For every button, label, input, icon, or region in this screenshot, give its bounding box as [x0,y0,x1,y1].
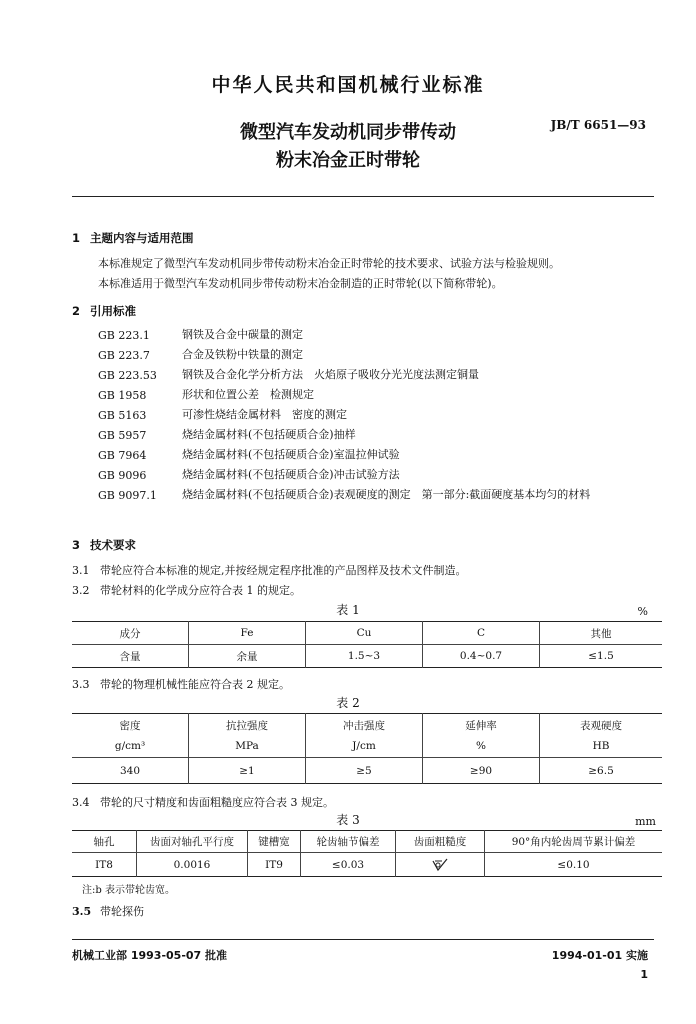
table-cell: 0.0016 [137,853,248,877]
table-row [72,758,662,784]
section1-heading [72,230,194,246]
section-title: 主题内容与适用范围 [90,231,194,245]
table-header-cell: 其他 [540,622,663,645]
table-header-cell: 成分 [119,627,141,640]
ref-title-3: 钢铁及合金化学分析方法 火焰原子吸收分光光度法测定铜量 [182,368,479,381]
table-cell: IT9 [248,853,301,877]
table-header-row [72,714,662,758]
header-name: 抗拉强度 [226,719,268,732]
table-cell: ≥1 [189,758,306,784]
ref-code-5: GB 5163 [98,409,147,422]
org-title: 中华人民共和国机械行业标准 [211,74,485,96]
standard-code: JB/T 6651—93 [550,118,646,132]
effective-date: 1994-01-01 实施 [551,949,648,962]
table-cell: 340 [72,758,189,784]
table-header-cell [72,714,189,758]
clause-3-3 [72,676,290,692]
table-header-cell: Cu [306,622,423,645]
table1 [72,621,662,668]
ref-code-4: GB 1958 [98,389,147,402]
clause-number: 3.4 [72,796,90,809]
table1-caption: 表 1 [336,603,360,617]
header-name: 密度 [119,719,141,732]
footer-divider [72,939,654,940]
section1-paragraph1: 本标准规定了微型汽车发动机同步带传动粉末冶金正时带轮的技术要求、试验方法与检验规则。 [98,257,560,270]
table-cell: 1.5~3 [306,645,423,668]
clause-text: 带轮材料的化学成分应符合表 1 的规定。 [100,584,301,597]
header-unit: J/cm [352,739,376,752]
table-header-row [72,622,662,645]
table-header-cell [306,714,423,758]
table-cell: ≥90 [423,758,540,784]
table3-caption: 表 3 [336,813,360,827]
clause-text: 带轮探伤 [100,905,144,918]
table-header-cell [423,714,540,758]
ref-code-9: GB 9097.1 [98,489,157,502]
table-header-cell: 齿面对轴孔平行度 [137,831,248,853]
ref-code-2: GB 223.7 [98,349,150,362]
table3 [72,830,662,877]
table-header-cell: 键槽宽 [248,831,301,853]
table-header-cell [189,714,306,758]
section-title: 引用标准 [90,304,136,318]
table-cell [396,853,485,877]
section2-heading [72,303,136,319]
clause-3-5 [72,903,144,919]
surface-roughness-icon [432,858,448,872]
table-cell: ≤0.03 [301,853,396,877]
header-unit: g/cm³ [114,739,146,752]
table-cell: 0.4~0.7 [423,645,540,668]
table1-unit: % [637,605,648,618]
header-name: 延伸率 [465,719,497,732]
table-header-cell: Fe [189,622,306,645]
section-number: 3 [72,538,81,552]
table-cell: ≥5 [306,758,423,784]
table2-caption: 表 2 [336,696,360,710]
doc-title-line2: 粉末冶金正时带轮 [276,150,420,171]
ref-title-4: 形状和位置公差 检测规定 [182,388,314,401]
table-header-cell: 齿面粗糙度 [396,831,485,853]
table-cell: 余量 [189,645,306,668]
clause-number: 3.3 [72,678,90,691]
section1-paragraph2: 本标准适用于微型汽车发动机同步带传动粉末冶金制造的正时带轮(以下简称带轮)。 [98,277,503,290]
page-number: 1 [640,968,648,981]
ref-code-7: GB 7964 [98,449,147,462]
table-row [72,853,662,877]
clause-3-4 [72,794,334,810]
clause-number: 3.1 [72,564,90,577]
clause-text: 带轮的物理机械性能应符合表 2 规定。 [100,678,290,691]
table-header-cell [540,714,663,758]
section-title: 技术要求 [90,538,136,552]
section3-heading [72,537,136,553]
table3-note: 注:b 表示带轮齿宽。 [82,885,175,896]
section-number: 2 [72,304,81,318]
clause-number: 3.5 [72,905,92,918]
ref-title-5: 可渗性烧结金属材料 密度的测定 [182,408,347,421]
table-header-cell: C [423,622,540,645]
ref-title-2: 合金及铁粉中铁量的测定 [182,348,303,361]
clause-text: 带轮的尺寸精度和齿面粗糙度应符合表 3 规定。 [100,796,334,809]
ref-code-8: GB 9096 [98,469,147,482]
table-row [72,645,662,668]
clause-text: 带轮应符合本标准的规定,并按经规定程序批准的产品图样及技术文件制造。 [100,564,467,577]
table-header-cell: 轴孔 [93,836,115,848]
header-name: 表观硬度 [580,719,622,732]
table-cell: ≤0.10 [485,853,663,877]
ref-title-6: 烧结金属材料(不包括硬质合金)抽样 [182,428,356,441]
clause-3-1 [72,562,467,578]
header-unit: MPa [235,739,259,752]
table-cell: 含量 [72,645,189,668]
table2 [72,713,662,784]
header-divider [72,196,654,197]
ref-code-3: GB 223.53 [98,369,157,382]
table-header-row [72,831,662,853]
header-unit: % [476,739,486,752]
table-cell: ≤1.5 [540,645,663,668]
table-cell: IT8 [72,853,137,877]
ref-title-9: 烧结金属材料(不包括硬质合金)表观硬度的测定 第一部分:截面硬度基本均匀的材料 [182,488,591,501]
ref-title-8: 烧结金属材料(不包括硬质合金)冲击试验方法 [182,468,400,481]
clause-3-2 [72,582,301,598]
table3-unit: mm [635,815,656,828]
table-cell: ≥6.5 [540,758,663,784]
header-name: 冲击强度 [343,719,385,732]
section-number: 1 [72,231,81,245]
header-unit: HB [592,739,610,752]
doc-title-line1: 微型汽车发动机同步带传动 [240,122,456,143]
ref-code-1: GB 223.1 [98,329,150,342]
approval-date: 机械工业部 1993-05-07 批准 [72,949,228,962]
table-header-cell: 轮齿轴节偏差 [301,831,396,853]
ref-title-1: 钢铁及合金中碳量的测定 [182,328,303,341]
table-header-cell: 90°角内轮齿周节累计偏差 [485,831,663,853]
clause-number: 3.2 [72,584,90,597]
ref-code-6: GB 5957 [98,429,147,442]
ref-title-7: 烧结金属材料(不包括硬质合金)室温拉伸试验 [182,448,400,461]
